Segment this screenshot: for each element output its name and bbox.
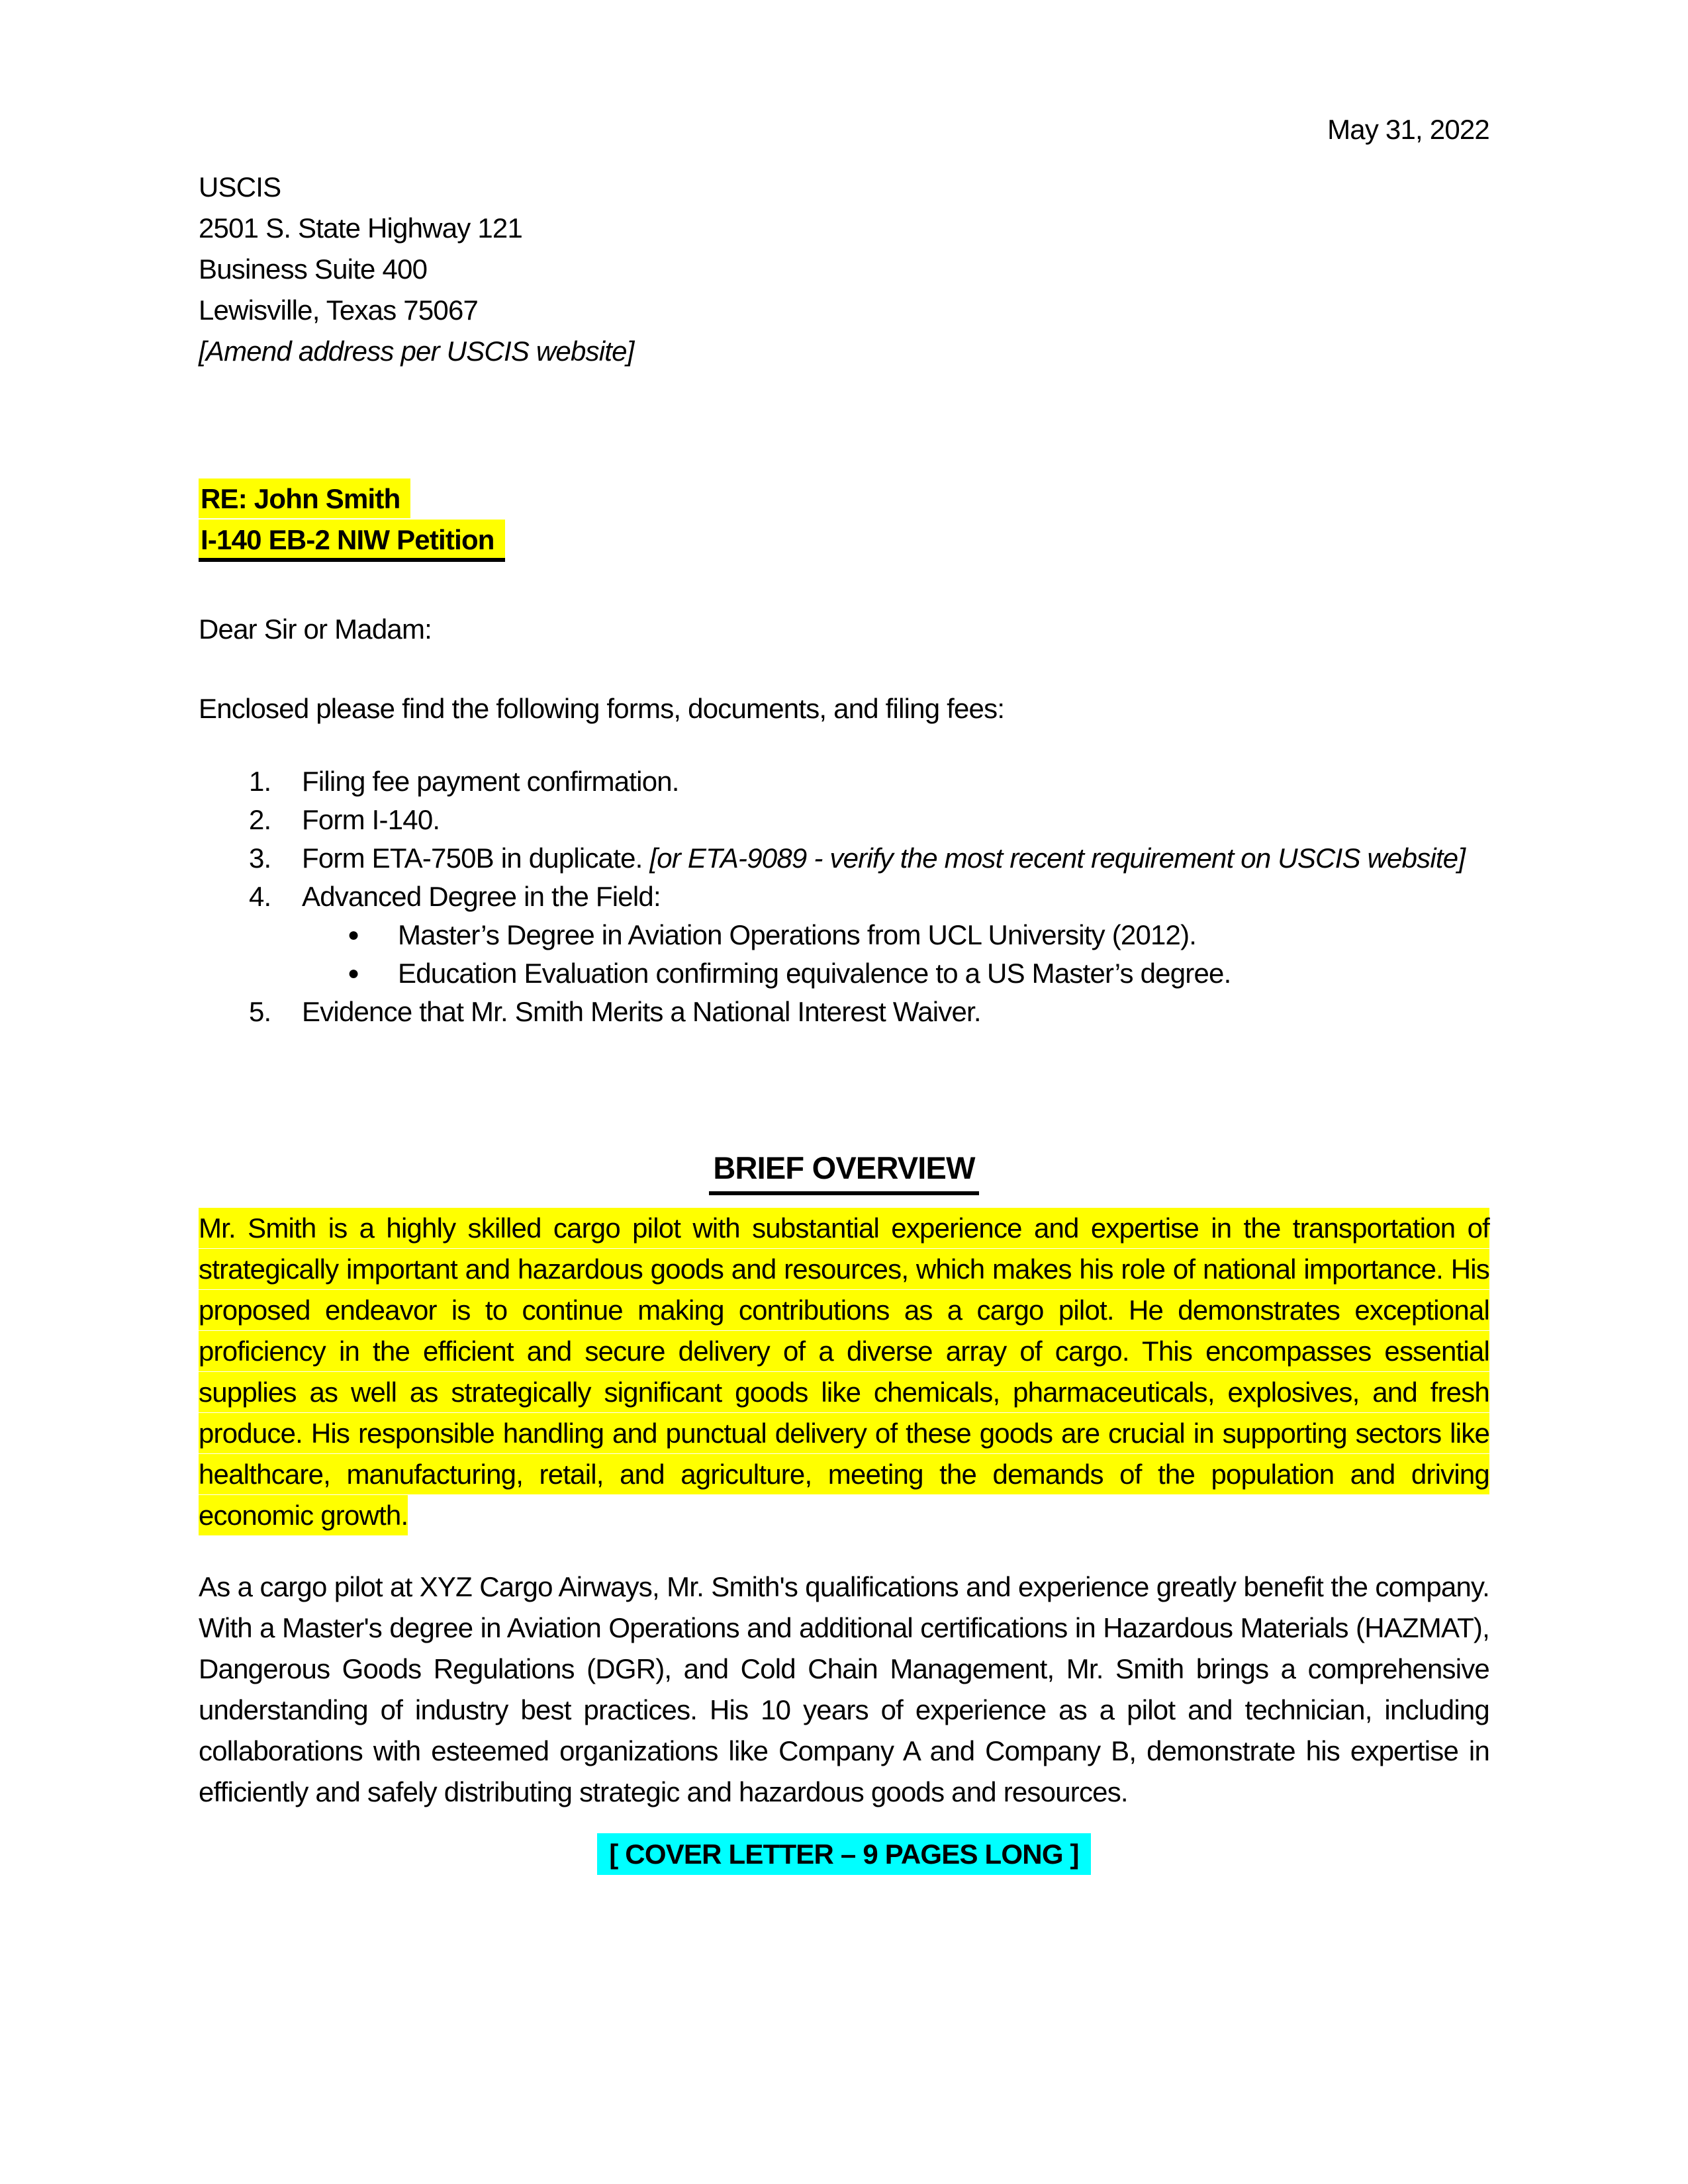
list-item-number: 1. — [249, 766, 271, 797]
salutation: Dear Sir or Madam: — [199, 614, 432, 645]
list-item — [199, 878, 1489, 916]
address-line-suite: Business Suite 400 — [199, 253, 428, 285]
recipient-address — [199, 167, 1489, 372]
overview-highlighted-text: Mr. Smith is a highly skilled cargo pilot with substantial experience and expertise in the transportation of strategically important and hazardous goods and resources, which makes his role of national importance. His proposed endeavor is to continue making contributions as a cargo pilot. He demonstrates exceptional proficiency in the efficient and secure delivery of a diverse array of cargo. This encompasses essential supplies as well as strategically significant goods like chemicals, pharmaceuticals, explosives, and fresh produce. His responsible handling and punctual delivery of these goods are crucial in supporting sectors like healthcare, manufacturing, retail, and agriculture, meeting the demands of the population and driving economic growth. — [199, 1208, 1489, 1535]
subject-name-text: RE: John Smith — [199, 478, 410, 518]
subject-petition-line — [199, 520, 1489, 561]
enclosure-list — [199, 762, 1489, 1031]
list-item-number: 4. — [249, 881, 271, 912]
sub-bullet-text: Master’s Degree in Aviation Operations from UCL University (2012). — [398, 919, 1197, 950]
list-item-text: Form ETA-750B in duplicate. — [302, 842, 650, 874]
letter-date: May 31, 2022 — [1327, 114, 1489, 145]
list-item-text: Form I-140. — [302, 804, 440, 835]
bullet-icon: ● — [348, 924, 359, 946]
list-item-italic-note: [or ETA-9089 - verify the most recent requirement on USCIS website] — [649, 842, 1466, 874]
brief-overview-heading — [199, 1148, 1489, 1195]
list-item-text: Evidence that Mr. Smith Merits a National Interest Waiver. — [302, 996, 981, 1027]
subject-block — [199, 478, 1489, 561]
address-line-street: 2501 S. State Highway 121 — [199, 212, 523, 244]
bullet-icon: ● — [348, 962, 359, 984]
sub-bullet-item — [199, 954, 1489, 993]
address-line-city: Lewisville, Texas 75067 — [199, 295, 479, 326]
list-item-number: 2. — [249, 804, 271, 835]
sub-bullet-text: Education Evaluation confirming equivalence to a US Master’s degree. — [398, 958, 1231, 989]
overview-highlighted-paragraph — [199, 1208, 1489, 1536]
list-item-number: 3. — [249, 842, 271, 874]
overview-body-paragraph: As a cargo pilot at XYZ Cargo Airways, Mr. Smith's qualifications and experience greatly benefit the company. With a Master's degree in Aviation Operations and additional certifications in Hazardous Materials (HAZMAT), Dangerous Goods Regulations (DGR), and Cold Chain Management, Mr. Smith brings a comprehensive understanding of industry best practices. His 10 years of experience as a pilot and technician, including collaborations with esteemed organizations like Company A and Company B, demonstrate his expertise in efficiently and safely distributing strategic and hazardous goods and resources. — [199, 1571, 1489, 1807]
list-item — [199, 993, 1489, 1031]
enclosure-intro: Enclosed please find the following forms, documents, and filing fees: — [199, 693, 1005, 724]
list-item-number: 5. — [249, 996, 271, 1027]
cover-letter-length-text: [ COVER LETTER – 9 PAGES LONG ] — [597, 1833, 1091, 1875]
sub-bullet-item — [199, 916, 1489, 954]
address-note: [Amend address per USCIS website] — [199, 336, 634, 367]
subject-petition-text: I-140 EB-2 NIW Petition — [199, 520, 505, 562]
list-item-text: Advanced Degree in the Field: — [302, 881, 661, 912]
list-item-text: Filing fee payment confirmation. — [302, 766, 679, 797]
brief-overview-heading-text: BRIEF OVERVIEW — [709, 1148, 978, 1195]
list-item — [199, 801, 1489, 839]
list-item — [199, 762, 1489, 801]
cover-letter-length-note — [199, 1834, 1489, 1875]
address-line-org: USCIS — [199, 171, 281, 203]
subject-name-line — [199, 478, 1489, 520]
list-item — [199, 839, 1489, 878]
